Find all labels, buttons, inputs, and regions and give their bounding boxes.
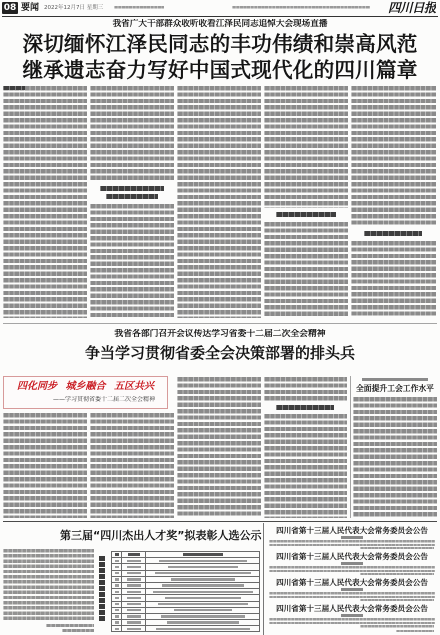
header-rule (2, 16, 438, 17)
lead-dateline (3, 86, 25, 90)
table-cell-text (115, 609, 119, 611)
announcement-signature (360, 599, 434, 602)
table-cell-text (153, 591, 253, 593)
table-cell-text (127, 597, 141, 599)
column-title-box (3, 376, 168, 409)
table-cell-text (115, 603, 119, 605)
table-cell-text (128, 553, 140, 555)
table-cell-text (127, 621, 141, 623)
table-cell-text (174, 609, 232, 611)
talent-notice-issuer (46, 624, 94, 627)
lead-body-column-5-bottom (351, 241, 436, 318)
lead-body-column-5-top (351, 86, 436, 227)
table-cell-text (115, 566, 119, 568)
second-headline: 争当学习贯彻省委全会决策部署的排头兵 (84, 344, 355, 362)
announcement-body (269, 592, 435, 598)
announcement-headline: 四川省第十三届人民代表大会常务委员会公告 (276, 526, 428, 535)
table-cell-text (171, 578, 235, 580)
newsroom-contact-text (232, 6, 370, 9)
table-cell-text (115, 572, 119, 574)
side-article-divider (350, 376, 351, 518)
announcement-headline: 四川省第十三届人民代表大会常务委员会公告 (276, 604, 428, 613)
second-subhead-column-4 (276, 405, 334, 410)
talent-list-vertical-title (99, 556, 105, 622)
side-headline: 全面提升工会工作水平 (356, 384, 434, 393)
masthead-logo: 四川日报 (387, 0, 436, 15)
table-row (112, 626, 260, 632)
lead-body-column-3 (177, 86, 261, 318)
table-cell-text (127, 615, 141, 617)
talent-candidate-table (111, 551, 260, 632)
lead-body-column-4-top (264, 86, 348, 208)
table-cell-text (115, 578, 119, 580)
second-body-column-2 (90, 413, 174, 518)
table-cell-text (165, 597, 241, 599)
announcement-signature (360, 625, 434, 628)
lead-body-column-1 (3, 86, 87, 318)
announcement-number (341, 536, 363, 539)
column-box-subtitle: ——学习贯彻省委十二届二次全会精神 (52, 396, 155, 403)
announcement-headline: 四川省第十三届人民代表大会常务委员会公告 (276, 552, 428, 561)
talent-table-body (112, 552, 260, 632)
table-cell-text (127, 578, 141, 580)
second-overline: 我省各部门召开会议传达学习省委十二届二次全会精神 (114, 329, 326, 339)
table-cell-text (115, 584, 119, 586)
table-cell-text (167, 621, 239, 623)
column-box-title: 四化同步 城乡融合 五区共兴 (17, 381, 154, 392)
second-body-column-4-bottom (264, 414, 347, 518)
table-cell-text (115, 560, 119, 562)
announcement-signature (360, 573, 434, 576)
table-cell-text (115, 591, 119, 593)
lead-headline-line-1: 深切缅怀江泽民同志的丰功伟绩和崇高风范 (22, 32, 418, 56)
announcement-body (269, 540, 435, 546)
lead-subhead-column-2-line-2 (106, 194, 158, 199)
table-cell-text (183, 553, 223, 555)
lead-article-rule (3, 323, 437, 324)
table-cell-text (127, 560, 141, 562)
table-cell-unit (146, 626, 260, 632)
talent-notice-date (62, 629, 94, 632)
lead-body-column-4-bottom (264, 222, 348, 318)
notices-rule (3, 521, 437, 522)
table-cell-text (156, 628, 250, 630)
announcement-number (341, 562, 363, 565)
lead-subhead-column-5 (364, 231, 422, 236)
lead-body-column-2-bottom (90, 204, 174, 318)
table-cell-text (115, 628, 119, 630)
lead-subhead-column-2-line-1 (100, 186, 164, 191)
second-body-column-1 (3, 413, 87, 518)
table-cell-text (115, 615, 119, 617)
table-cell-text (127, 566, 141, 568)
announcement-date (396, 630, 434, 633)
table-cell-text (127, 603, 141, 605)
second-body-column-4-top (264, 377, 347, 401)
talent-notice-headline: 第三届“四川杰出人才奖”拟表彰人选公示 (60, 529, 262, 542)
table-cell-text (115, 621, 119, 623)
table-cell-index (112, 626, 122, 632)
table-cell-name (122, 626, 146, 632)
announcement-body (269, 566, 435, 572)
announcement-body (269, 618, 435, 624)
table-cell-text (127, 628, 141, 630)
announcement-signature (360, 547, 434, 550)
table-cell-text (161, 615, 245, 617)
second-body-column-3 (177, 377, 261, 518)
talent-notice-intro (3, 549, 94, 622)
lead-headline-line-2: 继承遗志奋力写好中国式现代化的四川篇章 (22, 58, 418, 82)
announcement-number (341, 588, 363, 591)
table-cell-text (155, 572, 251, 574)
table-cell-text (127, 591, 141, 593)
table-cell-text (115, 597, 119, 599)
table-cell-text (115, 553, 119, 555)
announcements-divider (263, 523, 264, 635)
table-cell-text (127, 609, 141, 611)
table-cell-text (162, 584, 244, 586)
announcement-headline: 四川省第十三届人民代表大会常务委员会公告 (276, 578, 428, 587)
lead-overline: 我省广大干部群众收听收看江泽民同志追悼大会现场直播 (112, 19, 328, 29)
table-cell-text (159, 560, 247, 562)
side-body-column (353, 397, 437, 518)
section-name: 要闻 (21, 3, 40, 13)
table-cell-text (127, 572, 141, 574)
side-overline-text (362, 378, 428, 381)
table-cell-text (127, 584, 141, 586)
lead-body-column-2-top (90, 86, 174, 182)
page-number: 08 (3, 3, 17, 13)
table-cell-text (168, 566, 238, 568)
editor-credit-text (114, 6, 164, 9)
announcement-number (341, 614, 363, 617)
table-cell-text (158, 603, 248, 605)
lead-subhead-column-4 (276, 212, 336, 217)
issue-date: 2022年12月7日 星期三 (44, 5, 104, 11)
